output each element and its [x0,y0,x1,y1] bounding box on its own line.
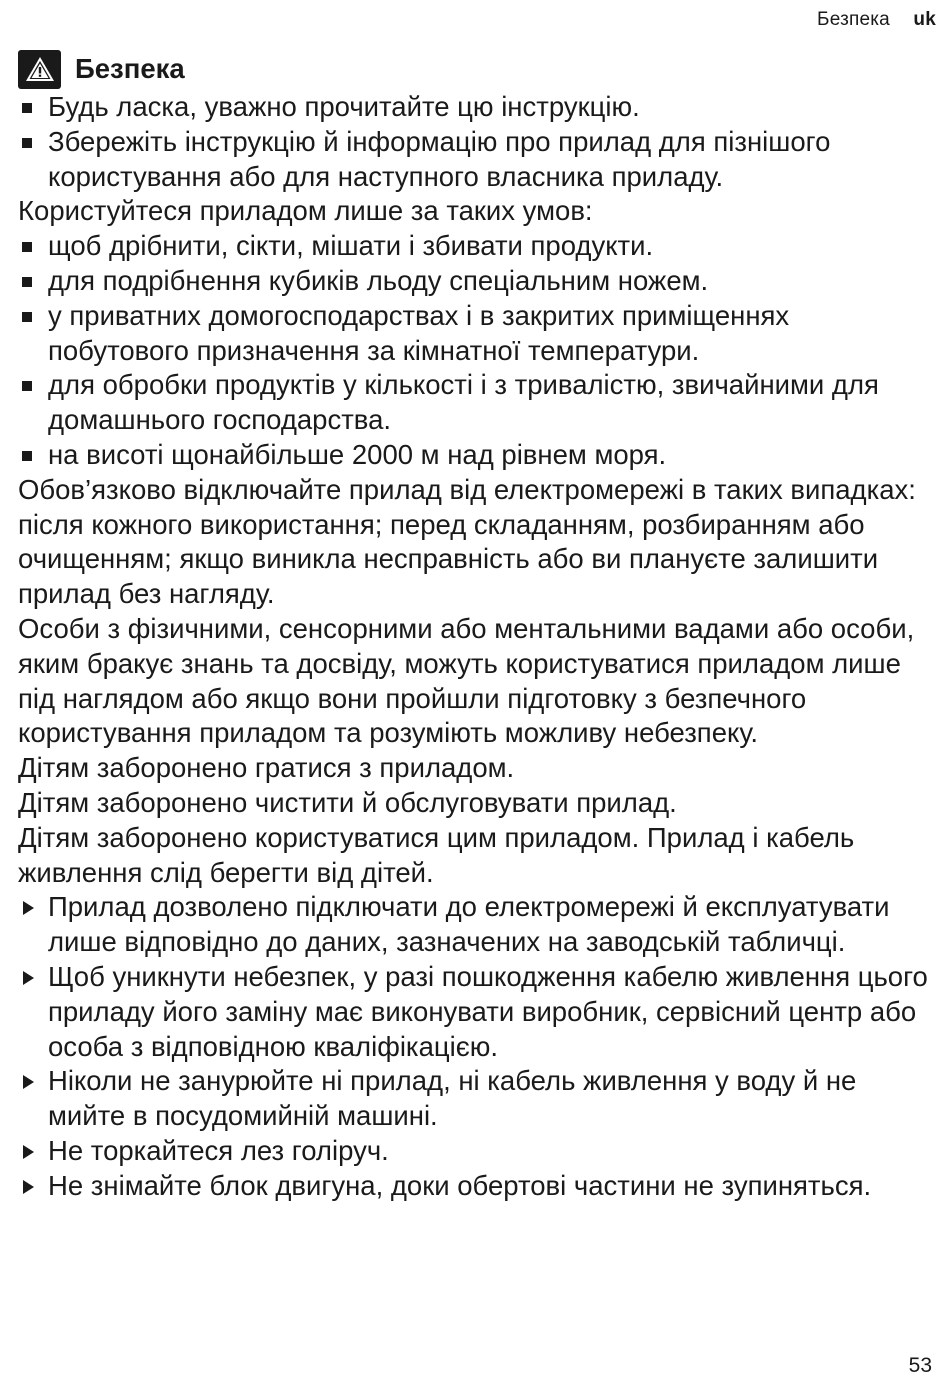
instruction-item [18,890,930,960]
square-bullet-icon [22,138,32,148]
list-item [18,90,930,125]
list-item [18,264,930,299]
header-language-code: uk [913,9,936,30]
triangle-bullet-icon [23,1075,34,1089]
instruction-item [18,960,930,1064]
list-item [18,229,930,264]
paragraph-persons: Особи з фізичними, сенсорними або ментальними вадами або особи, яким бракує знань та досвіду, можуть користуватися приладом лише під наглядом або якщо вони пройшли підготовку з безпечного користування приладом та розуміють можливу небезпеку. [18,612,915,749]
instruction-item [18,1169,930,1204]
instruction-text: Прилад дозволено підключати до електромережі й експлуатувати лише відповідно до даних, зазначених на заводській табличці. [48,891,890,958]
square-bullet-icon [22,277,32,287]
list-item-text: на висоті щонайбільше 2000 м над рівнем моря. [48,438,667,470]
usage-intro: Користуйтеся приладом лише за таких умов: [18,195,593,227]
instruction-text: Щоб уникнути небезпек, у разі пошкодження кабелю живлення цього приладу його заміну має виконувати виробник, сервісний центр або особа з відповідною кваліфікацією. [48,960,928,1062]
section-heading [18,48,930,90]
paragraph-children-use: Дітям заборонено користуватися цим приладом. Прилад і кабель живлення слід берегти від дітей. [18,821,855,888]
paragraph-children-clean: Дітям заборонено чистити й обслуговувати прилад. [18,786,677,818]
section-title: Безпека [75,52,185,84]
instruction-item [18,1064,930,1134]
page-number: 53 [908,1354,932,1377]
list-item-text: Будь ласка, уважно прочитайте цю інструкцію. [48,91,640,122]
running-header [817,9,936,31]
instruction-item [18,1134,930,1169]
list-item-text: Збережіть інструкцію й інформацію про прилад для пізнішого користування або для наступного власника приладу. [48,125,831,192]
warning-triangle-icon [18,50,61,89]
triangle-bullet-icon [23,1180,34,1194]
page-content [18,48,930,1204]
list-item [18,125,930,195]
list-item-text: у приватних домогосподарствах і в закритих приміщеннях побутового призначення за кімнатної температури. [48,299,790,366]
triangle-bullet-icon [23,901,34,915]
square-bullet-icon [22,103,32,113]
header-section-title: Безпека [817,9,890,30]
list-item-text: для обробки продуктів у кількості і з тривалістю, звичайними для домашнього господарства. [48,369,879,436]
instruction-text: Не торкайтеся лез голіруч. [48,1134,389,1166]
instruction-text: Ніколи не занурюйте ні прилад, ні кабель живлення у воду й не мийте в посудомийній машині. [48,1065,857,1132]
square-bullet-icon [22,312,32,322]
list-item [18,368,930,438]
list-item [18,299,930,369]
paragraph-children-play: Дітям заборонено гратися з приладом. [18,752,515,784]
list-item [18,438,930,473]
paragraph-disconnect: Обов’язково відключайте прилад від електромережі в таких випадках: після кожного використання; перед складанням, розбиранням або очищенням; якщо виникла несправність або ви плануєте залишити прилад без нагляду. [18,473,916,610]
triangle-bullet-icon [23,971,34,985]
square-bullet-icon [22,242,32,252]
list-item-text: щоб дрібнити, сікти, мішати і збивати продукти. [48,230,654,262]
triangle-bullet-icon [23,1145,34,1159]
instruction-text: Не знімайте блок двигуна, доки обертові частини не зупиняться. [48,1169,872,1201]
list-item-text: для подрібнення кубиків льоду спеціальним ножем. [48,264,709,296]
square-bullet-icon [22,381,32,391]
square-bullet-icon [22,451,32,461]
